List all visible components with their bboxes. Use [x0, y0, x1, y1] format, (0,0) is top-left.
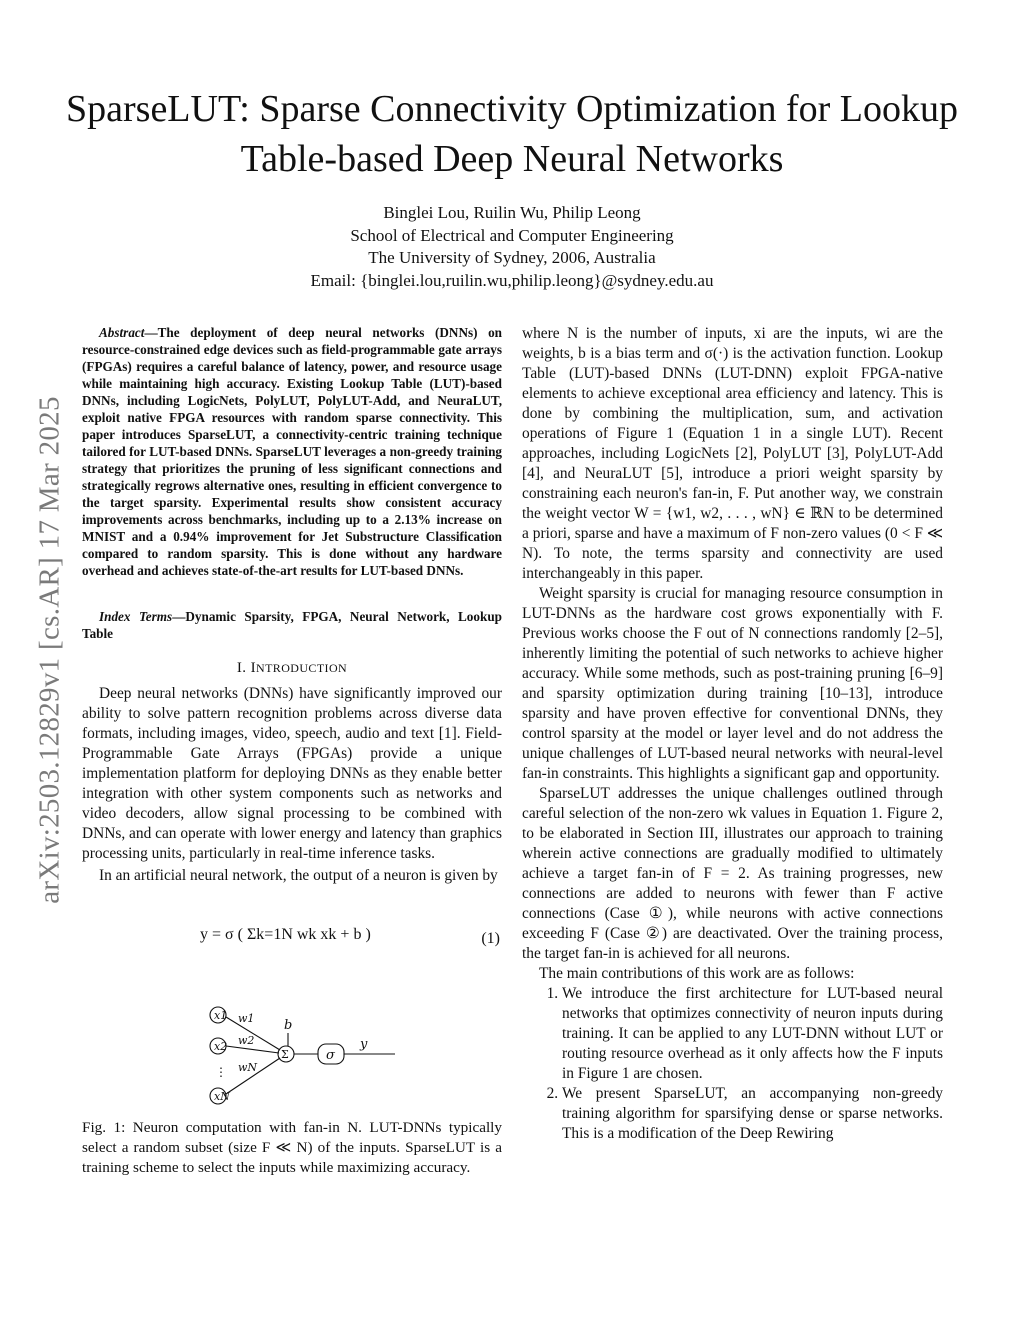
author-names: Binglei Lou, Ruilin Wu, Philip Leong: [383, 203, 641, 222]
intro-body: [82, 684, 502, 886]
right-paragraph-3: SparseLUT addresses the unique challenges outlined through careful selection of the non-zero wk values in Equation 1. Figure 2, to be elaborated in Section III, illustrates our approach to training wherein active connections are gradually modified to ultimately achieve a target fan-in of F = 2. As training progresses, new connections are added to neurons with fewer than F active connections (Case ①), while neurons with active connections exceeding F (Case ②) are deactivated. Over the training process, the target fan-in is achieved for all neurons.: [522, 785, 943, 962]
arxiv-sidebar: [10, 350, 90, 950]
section-heading-introduction: I. INTRODUCTION: [236, 660, 348, 676]
index-terms: [82, 608, 502, 642]
weight-label-n: wN: [238, 1061, 258, 1074]
author-email: Email: {binglei.lou,ruilin.wu,philip.leong}@sydney.edu.au: [310, 270, 714, 290]
weight-label-1: w1: [238, 1012, 255, 1025]
input-label-1: x1: [214, 1009, 228, 1022]
affiliation-line-1: School of Electrical and Computer Engineering: [350, 225, 674, 245]
edge-w2: [226, 1046, 279, 1053]
input-label-n: xN: [214, 1090, 230, 1103]
abstract-text: —The deployment of deep neural networks (DNNs) on resource-constrained edge devices such as field-programmable gate arrays (FPGAs) requires a careful balance of latency, power, and resource usage while maintaining high accuracy. Existing Lookup Table (LUT)-based DNNs, including LogicNets, PolyLUT, PolyLUT-Add, and NeuraLUT, exploit native FPGA resources with random sparse connectivity. This paper introduces SparseLUT, a connectivity-centric training technique tailored for LUT-based DNNs. SparseLUT leverages a non-greedy training strategy that prioritizes the pruning of less significant connections and strategically regrows alternative ones, resulting in efficient convergence to the target sparsity. Experimental results show consistent accuracy improvements across benchmarks, including up to a 2.13% increase on MNIST and a 0.94% improvement for Jet Substructure Classification compared to random sparsity. This is done without any hardware overhead and achieves state-of-the-art results for LUT-based DNNs.: [82, 325, 502, 578]
output-label: y: [360, 1037, 368, 1052]
input-label-2: x2: [214, 1040, 228, 1053]
right-paragraph-4: The main contributions of this work are as follows:: [539, 965, 855, 982]
contributions-list: [522, 984, 943, 1144]
equation-1: [200, 926, 500, 947]
abstract-label: Abstract: [99, 325, 145, 340]
arxiv-identifier: arXiv:2503.12829v1 [cs.AR] 17 Mar 2025: [33, 396, 66, 904]
intro-paragraph-1: Deep neural networks (DNNs) have significantly improved our ability to solve pattern recognition problems across diverse data formats, including images, video, speech, audio and text [1]. Field-Programmable Gate Arrays (FPGAs) provide a unique implementation platform for deploying DNNs as they enable better integration with other system components such as networks and video decoders, allow signal processing to be combined with DNNs, and can operate with lower energy and latency than graphics processing units, particularly in real-time inference tasks.: [82, 685, 502, 862]
abstract: [82, 324, 502, 579]
ellipsis: ⋮: [215, 1065, 227, 1079]
right-paragraph-2: Weight sparsity is crucial for managing resource consumption in LUT-DNNs as the hardware cost grows exponentially with F. Previous works choose the F out of N connections randomly [2–5], inherently limiting the potential of such networks to achieve higher accuracy. While some methods, such as post-training pruning [6–9] and sparsity optimization during training [10–13], introduce sparsity and have proven effective for conventional DNNs, they control sparsity at the model or layer level and do not address the unique challenges of LUT-based neural networks with neural-level fan-in constraints. This highlights a significant gap and opportunity.: [522, 585, 943, 782]
bias-label: b: [284, 1018, 293, 1033]
index-terms-label: Index Terms: [99, 609, 173, 624]
contribution-item-2: 2. We present SparseLUT, an accompanying non-greedy training algorithm for sparsifying dense or sparse networks. This is a modification of the Deep Rewiring: [562, 1084, 943, 1144]
right-column-body: [522, 324, 943, 1144]
index-terms-text: —Dynamic Sparsity, FPGA, Neural Network, Lookup Table: [82, 609, 502, 641]
intro-paragraph-2: In an artificial neural network, the output of a neuron is given by: [99, 867, 498, 884]
figure-1-neuron-diagram: [200, 1000, 400, 1110]
figure-1-caption: Fig. 1: Neuron computation with fan-in N. LUT-DNNs typically select a random subset (size F ≪ N) of the inputs. SparseLUT is a training scheme to select the inputs while maximizing accuracy.: [82, 1119, 502, 1176]
contribution-item-1: 1. We introduce the first architecture for LUT-based neural networks that optimizes connectivity of neuron inputs during training. It can be applied to any LUT-DNN without LUT or routing resource overhead as it only affects how the F inputs in Figure 1 are chosen.: [562, 984, 943, 1084]
paper-title: SparseLUT: Sparse Connectivity Optimization for Lookup Table-based Deep Neural Networks: [66, 88, 958, 180]
author-block: [212, 202, 812, 292]
equation-number: (1): [481, 930, 500, 947]
sum-symbol: Σ: [281, 1048, 289, 1061]
affiliation-line-2: The University of Sydney, 2006, Australia: [368, 248, 656, 267]
activation-symbol: σ: [326, 1048, 335, 1063]
weight-label-2: w2: [238, 1034, 255, 1047]
equation-body: y = σ ( Σk=1N wk xk + b ): [200, 926, 371, 943]
right-paragraph-1: where N is the number of inputs, xi are the inputs, wi are the weights, b is a bias term and σ(·) is the activation function. Lookup Table (LUT)-based DNNs (LUT-DNN) exploit FPGA-native elements to achieve exceptional area efficiency and latency. This is done by combining the multiplication, sum, and activation operations of Figure 1 (Equation 1 in a single LUT). Recent approaches, including LogicNets [2], PolyLUT [3], PolyLUT-Add [4], and NeuraLUT [5], introduce a priori weight sparsity by constraining each neuron's fan-in, F. Put another way, we constrain the weight vector W = {w1, w2, . . . , wN} ∈ ℝN to be determined a priori, sparse and have a maximum of F non-zero values (0 < F ≪ N). To note, the terms sparsity and connectivity are used interchangeably in this paper.: [522, 325, 943, 582]
